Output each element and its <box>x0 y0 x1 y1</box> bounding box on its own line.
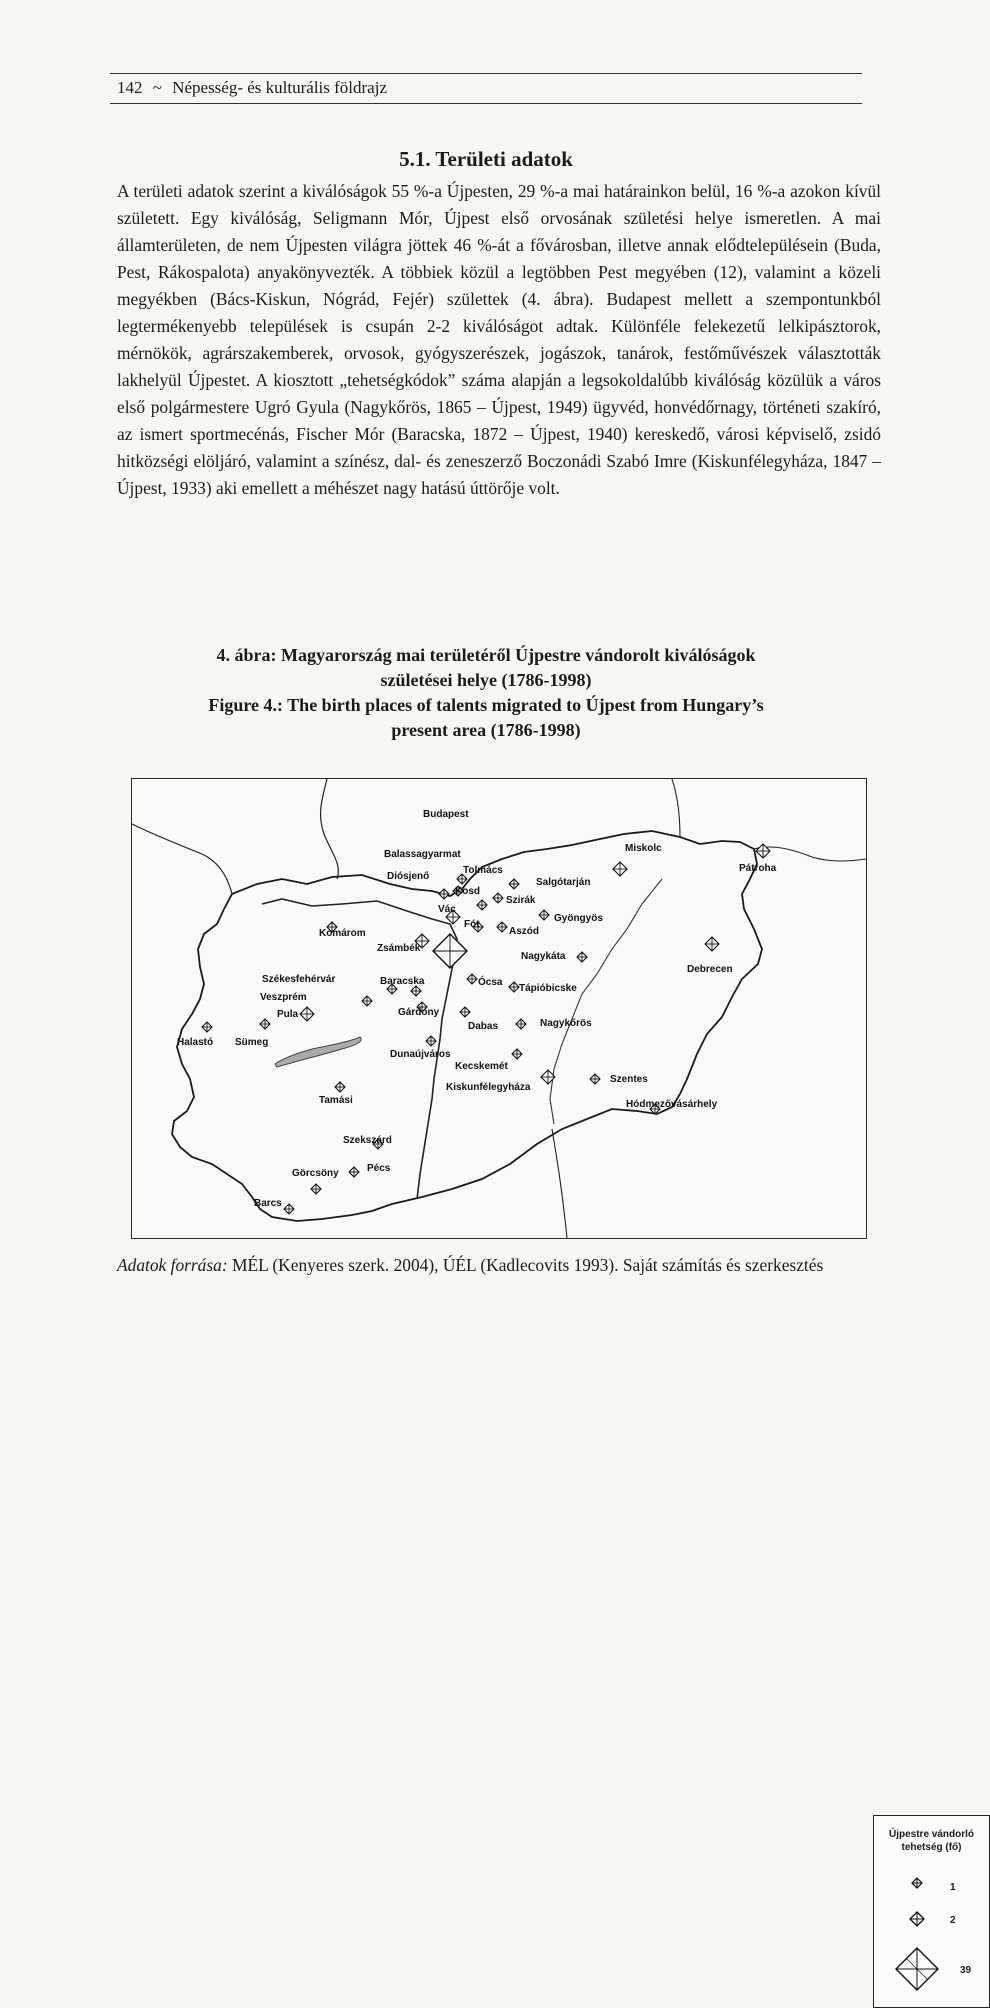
pecs-label: Pécs <box>367 1163 391 1174</box>
dabas-label: Dabas <box>468 1021 499 1032</box>
separator: ~ <box>152 78 162 97</box>
miskolc-marker-icon <box>613 862 627 876</box>
aszod-label: Aszód <box>509 926 539 937</box>
barcs-marker-icon <box>284 1204 294 1214</box>
debrecen-marker-icon <box>705 937 719 951</box>
kiskunfelegyhaza-marker-icon <box>541 1070 555 1084</box>
miskolc-label: Miskolc <box>625 843 662 854</box>
szekszard-label: Szekszárd <box>343 1135 392 1146</box>
legend-count-1: 1 <box>950 1882 956 1893</box>
tamasi-marker-icon <box>335 1082 345 1092</box>
dunaujvaros-label: Dunaújváros <box>390 1049 451 1060</box>
salgotarjan-marker-icon <box>509 879 519 889</box>
veszprem-marker-icon <box>362 996 372 1006</box>
outer-border-north <box>672 779 680 837</box>
nagykata-label: Nagykáta <box>521 951 566 962</box>
lake-balaton <box>275 1037 361 1067</box>
page-number: 142 <box>117 78 143 97</box>
source-note <box>117 1252 877 1279</box>
legend-symbol-2-icon <box>910 1912 924 1926</box>
place-labels <box>177 809 777 1209</box>
dunaujvaros-marker-icon <box>426 1036 436 1046</box>
zsambek-label: Zsámbék <box>377 943 421 954</box>
gorcsony-label: Görcsöny <box>292 1168 339 1179</box>
gyongyos-label: Gyöngyös <box>554 913 603 924</box>
budapest-marker-icon <box>433 934 467 968</box>
szentes-marker-icon <box>590 1074 600 1084</box>
budapest-label: Budapest <box>423 809 469 820</box>
source-label: Adatok forrása: <box>117 1255 228 1275</box>
kecskemet-marker-icon <box>512 1049 522 1059</box>
baracska-label: Baracska <box>380 976 425 987</box>
szirak-label: Szirák <box>506 895 536 906</box>
kosd-marker-icon <box>477 900 487 910</box>
legend-symbol-39-icon <box>896 1948 938 1990</box>
gyongyos-marker-icon <box>539 910 549 920</box>
kosd-label: Kosd <box>455 886 480 897</box>
halasto-marker-icon <box>202 1022 212 1032</box>
tolmacs-label: Tolmács <box>463 865 503 876</box>
diosjeno-label: Diósjenő <box>387 871 430 882</box>
dabas-marker-icon <box>460 1007 470 1017</box>
running-head <box>117 78 387 98</box>
caption-hu-line-2: születései helye (1786-1998) <box>380 670 592 690</box>
section-title: 5.1. Területi adatok <box>399 147 573 171</box>
nagykata-marker-icon <box>577 952 587 962</box>
szekesfehervar-label: Székesfehérvár <box>262 974 336 985</box>
salgotarjan-label: Salgótarján <box>536 877 591 888</box>
veszprem-label: Veszprém <box>260 992 307 1003</box>
caption-en-line-1: Figure 4.: The birth places of talents migrated to Újpest from Hungary’s <box>208 695 764 715</box>
ocsa-label: Ócsa <box>478 977 503 988</box>
komarom-label: Komárom <box>319 928 366 939</box>
halasto-label: Halastó <box>177 1037 214 1048</box>
figure-caption <box>100 643 872 743</box>
patroha-marker-icon <box>756 844 770 858</box>
gorcsony-marker-icon <box>311 1184 321 1194</box>
balassagyarmat-label: Balassagyarmat <box>384 849 461 860</box>
hodmezovasarhely-label: Hódmezővásárhely <box>626 1099 718 1110</box>
tamasi-label: Tamási <box>319 1095 353 1106</box>
fot-label: Fót <box>464 919 480 930</box>
sumeg-label: Sümeg <box>235 1037 269 1048</box>
sumeg-marker-icon <box>260 1019 270 1029</box>
ocsa-marker-icon <box>467 974 477 984</box>
hungary-map <box>132 779 866 1238</box>
barcs-label: Barcs <box>254 1198 282 1209</box>
legend-count-2: 2 <box>950 1915 956 1926</box>
nagykoros-label: Nagykőrös <box>540 1018 592 1029</box>
szirak-marker-icon <box>493 893 503 903</box>
header-rule-bottom <box>110 103 862 104</box>
outer-river-north <box>321 779 339 879</box>
aszod-marker-icon <box>497 922 507 932</box>
outer-border-west <box>132 824 232 894</box>
kecskemet-label: Kecskemét <box>455 1061 508 1072</box>
running-title: Népesség- és kulturális földrajz <box>172 78 387 97</box>
legend-title-line-1: Újpestre vándorló <box>888 1829 975 1840</box>
debrecen-label: Debrecen <box>687 964 733 975</box>
legend-title-line-2: tehetség (fő) <box>901 1842 962 1853</box>
outer-border-south <box>552 1129 567 1238</box>
nagykoros-marker-icon <box>516 1019 526 1029</box>
outer-border-east <box>754 847 866 861</box>
source-text: MÉL (Kenyeres szerk. 2004), ÚÉL (Kadlecovits 1993). Saját számítás és szerkesztés <box>231 1255 824 1275</box>
body-paragraph: A területi adatok szerint a kiválóságok 55 %-a Újpesten, 29 %-a mai határainkon belül, 16 %-a azokon kívül született. Egy kiválóság, Seligmann Mór, Újpest első orvosának születési helye ismeretlen. A mai államterületen, de nem Újpesten világra jöttek 46 %-át a fővárosban, illetve annak elődtelepülésein (Buda, Pest, Rákospalota) anyakönyvezték. A többiek közül a legtöbben Pest megyében (12), valamint a közeli megyékben (Bács-Kiskun, Nógrád, Fejér) születtek (4. ábra). Budapest mellett a szempontunkból legtermékenyebb települések is csupán 2-2 kiválóságot adtak. Különféle felekezetű lelkipásztorok, mérnökök, agrárszakemberek, orvosok, gyógyszerészek, jogászok, tanárok, festőművészek választották lakhelyül Újpestet. A kiosztott „tehetségkódok” száma alapján a legsokoldalúbb kiválóság közülük a város első polgármestere Ugró Gyula (Nagykőrös, 1865 – Újpest, 1949) ügyvéd, honvédőrnagy, történeti szakíró, az ismert sportmecénás, Fischer Mór (Baracska, 1872 – Újpest, 1940) kereskedő, városi képviselő, zsidó hitközségi elöljáró, valamint a színész, dal- és zeneszerző Boczonádi Szabó Imre (Kiskunfélegyháza, 1847 – Újpest, 1933) aki emellett a méhészet nagy hatású úttörője volt. <box>117 181 881 498</box>
caption-en-line-2: present area (1786-1998) <box>391 720 581 740</box>
szentes-label: Szentes <box>610 1074 648 1085</box>
vac-label: Vác <box>438 904 456 915</box>
pula-label: Pula <box>277 1009 299 1020</box>
pula-marker-icon <box>300 1007 314 1021</box>
kiskunfelegyhaza-label: Kiskunfélegyháza <box>446 1082 531 1093</box>
legend-count-39: 39 <box>960 1965 972 1976</box>
patroha-label: Pátroha <box>739 863 777 874</box>
diosjeno-marker-icon <box>439 889 449 899</box>
tapiobicske-marker-icon <box>509 982 519 992</box>
gardony-label: Gárdony <box>398 1007 440 1018</box>
pecs-marker-icon <box>349 1167 359 1177</box>
map-legend <box>873 1815 990 2008</box>
legend-symbols <box>874 1816 989 2007</box>
header-rule-top <box>110 73 862 74</box>
caption-hu-line-1: 4. ábra: Magyarország mai területéről Újpestre vándorolt kiválóságok <box>216 645 756 665</box>
tapiobicske-label: Tápióbicske <box>519 983 577 994</box>
baracska-marker-icon <box>411 986 421 996</box>
legend-symbol-1-icon <box>912 1878 922 1888</box>
